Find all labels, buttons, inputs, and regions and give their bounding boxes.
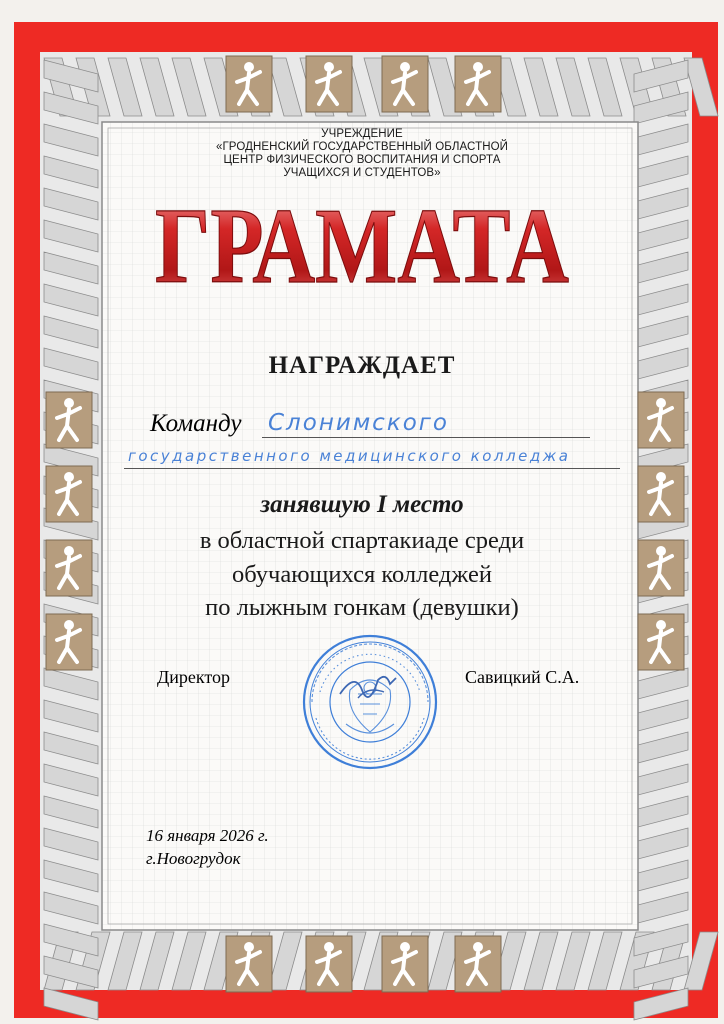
fill-line-1: [262, 437, 590, 438]
hockey-goalie-icon: [226, 56, 272, 112]
achievement-place: занявшую I место: [260, 491, 464, 518]
certificate-title: [150, 187, 574, 306]
recipient-label: Команду: [150, 410, 242, 437]
equestrian-icon: [306, 56, 352, 112]
awards-heading: НАГРАЖДАЕТ: [268, 352, 456, 379]
director-label: Директор: [157, 667, 231, 687]
runner-icon: [382, 936, 428, 992]
american-football-icon: [306, 936, 352, 992]
institution-name: [0, 128, 724, 180]
tennis-player-icon: [638, 614, 684, 670]
fill-line-2: [124, 468, 620, 469]
institution-line-4: УЧАЩИХСЯ И СТУДЕНТОВ»: [283, 167, 441, 179]
institution-line-2: «ГРОДНЕНСКИЙ ГОСУДАРСТВЕННЫЙ ОБЛАСТНОЙ: [215, 141, 509, 153]
achievement-line-2: обучающихся колледжей: [232, 561, 492, 588]
figure-skater-icon: [382, 56, 428, 112]
achievement-line-3: по лыжным гонкам (девушки): [205, 594, 519, 621]
title-text: ГРАМАТА: [155, 187, 570, 306]
skier-icon: [226, 936, 272, 992]
institution-line-3: ЦЕНТР ФИЗИЧЕСКОГО ВОСПИТАНИЯ И СПОРТА: [223, 154, 501, 166]
cyclist-icon: [455, 936, 501, 992]
issue-date: 16 января 2026 г.: [146, 826, 269, 845]
basketball-player-icon: [46, 614, 92, 670]
institution-line-1: УЧРЕЖДЕНИЕ: [321, 128, 403, 140]
recipient-handwritten-line-1: Слонимского: [268, 410, 449, 436]
baseball-batter-icon: [455, 56, 501, 112]
director-name: Савицкий С.А.: [465, 667, 580, 687]
issue-city: г.Новогрудок: [146, 849, 241, 868]
soccer-player-icon: [46, 392, 92, 448]
official-stamp: [300, 632, 440, 772]
volleyball-player-icon: [638, 392, 684, 448]
recipient-handwritten-line-2: государственного медицинского колледжа: [128, 447, 571, 465]
achievement-line-1: в областной спартакиаде среди: [199, 527, 525, 554]
